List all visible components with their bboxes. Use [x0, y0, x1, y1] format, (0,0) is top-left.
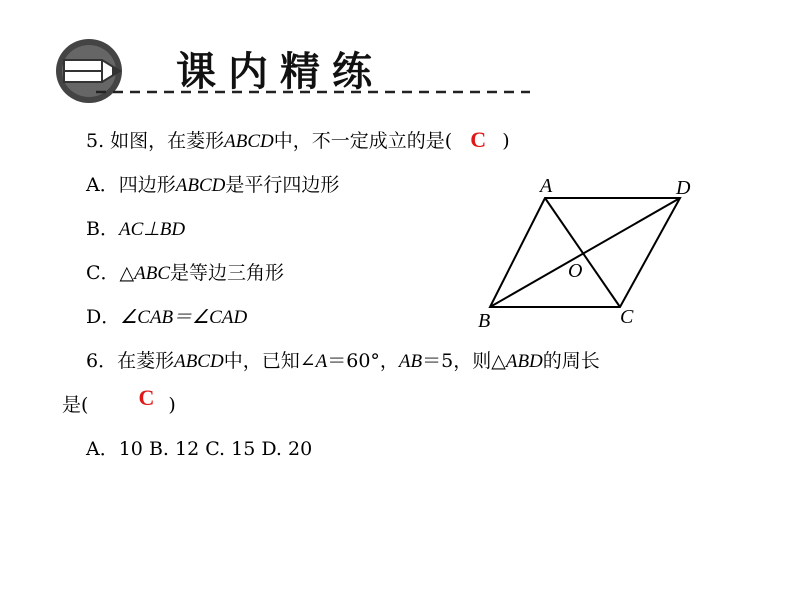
q6-answer: C — [138, 385, 155, 410]
q5-option-a: A．四边形ABCD是平行四边形 — [86, 174, 340, 196]
rhombus-figure — [470, 170, 710, 335]
header-divider — [96, 84, 530, 100]
vertex-label-d: D — [676, 177, 691, 199]
q5-stem: 5. 如图，在菱形ABCD中，不一定成立的是( C ) — [86, 127, 510, 152]
vertex-label-c: C — [620, 306, 634, 328]
q5-option-d: D．∠CAB＝∠CAD — [86, 306, 248, 328]
diagonal-ac — [545, 198, 620, 307]
q5-option-b: B．AC⊥BD — [86, 218, 186, 240]
q5-answer: C — [470, 127, 487, 152]
q5-option-c: C．△ABC是等边三角形 — [86, 262, 285, 284]
vertex-label-a: A — [540, 175, 553, 197]
section-title: 课内精练 — [176, 49, 384, 95]
center-label-o: O — [568, 260, 583, 282]
q6-stem-line2: 是( C ) — [62, 385, 176, 416]
q6-options: A．10 B. 12 C. 15 D. 20 — [86, 438, 313, 460]
q6-stem-line1: 6．在菱形ABCD中，已知∠A＝60°，AB＝5，则△ABD的周长 — [86, 350, 600, 372]
vertex-label-b: B — [478, 310, 491, 332]
